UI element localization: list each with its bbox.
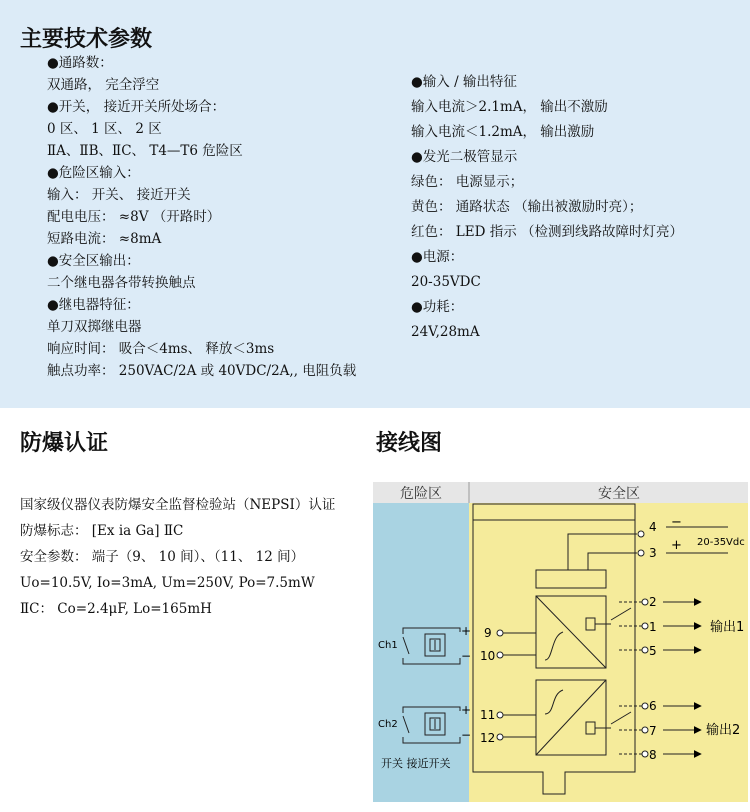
terminal-11: 11 (480, 708, 496, 722)
spec-line: ●开关， 接近开关所处场合： (47, 99, 226, 115)
spec-line: 输入： 开关、 接近开关 (47, 187, 191, 203)
supply-plus: + (671, 538, 682, 553)
terminal-5: 5 (649, 644, 657, 658)
hazard-zone-label: 危险区 (400, 486, 442, 502)
spec-line: 黄色： 通路状态 （输出被激励时亮）； (411, 199, 643, 215)
terminal-2: 2 (649, 595, 657, 609)
spec-line: ●发光二极管显示 (411, 149, 518, 165)
terminal-4: 4 (649, 520, 657, 534)
terminal-6: 6 (649, 699, 657, 713)
ch2-label: Ch2 (378, 719, 398, 730)
terminal-3: 3 (649, 546, 657, 560)
wiring-diagram (373, 482, 748, 802)
ch1-minus: − (461, 649, 472, 663)
explosion-proof-title: 防爆认证 (20, 431, 109, 456)
spec-line: 输入电流＜1.2mA， 输出激励 (411, 124, 595, 140)
specs-right-column (411, 70, 683, 345)
cert-line: 国家级仪器仪表防爆安全监督检验站（NEPSI）认证 (20, 497, 336, 513)
spec-line: 20-35VDC (411, 274, 481, 290)
spec-line: ●继电器特征： (47, 297, 140, 313)
ch1-plus: + (461, 624, 472, 638)
spec-line: 24V,28mA (411, 324, 480, 340)
spec-line: 输入电流＞2.1mA， 输出不激励 (411, 99, 608, 115)
terminal-1: 1 (649, 620, 657, 634)
output2-label: 输出2 (706, 723, 741, 738)
supply-minus: − (671, 515, 682, 530)
ch2-plus: + (461, 703, 472, 717)
spec-line: ●安全区输出： (47, 253, 140, 269)
terminal-7: 7 (649, 724, 657, 738)
spec-line: 触点功率： 250VAC/2A 或 40VDC/2A,, 电阻负载 (47, 363, 357, 379)
ch1-label: Ch1 (378, 640, 398, 651)
supply-label: 20-35Vdc (697, 537, 745, 548)
terminal-8: 8 (649, 748, 657, 762)
ch2-minus: − (461, 728, 472, 742)
spec-line: 0 区、 1 区、 2 区 (47, 121, 162, 137)
spec-line: 双通路， 完全浮空 (47, 77, 160, 93)
wiring-title: 接线图 (376, 431, 443, 456)
terminal-12: 12 (480, 731, 496, 745)
cert-line: 安全参数： 端子（9、 10 间）、（11、 12 间） (20, 549, 305, 565)
terminal-9: 9 (484, 626, 492, 640)
spec-line: 红色： LED 指示 （检测到线路故障时灯亮） (411, 224, 684, 240)
specs-title: 主要技术参数 (20, 27, 153, 52)
cert-line: 防爆标志： [Ex ia Ga] ⅡC (20, 523, 184, 539)
spec-line: ●电源： (411, 249, 464, 265)
terminal-10: 10 (480, 649, 496, 663)
spec-line: 二个继电器各带转换触点 (47, 275, 196, 291)
spec-line: ●输入 / 输出特征 (411, 74, 517, 90)
safe-zone-label: 安全区 (598, 486, 640, 502)
specs-left-column (47, 52, 356, 382)
spec-line: 响应时间： 吸合＜4ms、 释放＜3ms (47, 341, 275, 357)
spec-line: 配电电压： ≈8V （开路时） (47, 209, 221, 225)
spec-line: ●危险区输入： (47, 165, 140, 181)
spec-line: 绿色： 电源显示； (411, 174, 524, 190)
spec-line: ⅡA、ⅡB、ⅡC、 T4—T6 危险区 (47, 143, 243, 159)
explosion-proof-details (20, 492, 335, 622)
spec-line: 短路电流： ≈8mA (47, 231, 162, 247)
switch-sensor-caption: 开关 接近开关 (381, 757, 451, 770)
cert-line: Uo=10.5V, Io=3mA, Um=250V, Po=7.5mW (20, 575, 315, 591)
spec-line: 单刀双掷继电器 (47, 319, 142, 335)
output1-label: 输出1 (710, 620, 745, 635)
spec-line: ●功耗： (411, 299, 464, 315)
spec-line: ●通路数： (47, 55, 113, 71)
cert-line: ⅡC： Co=2.4μF, Lo=165mH (20, 601, 212, 617)
